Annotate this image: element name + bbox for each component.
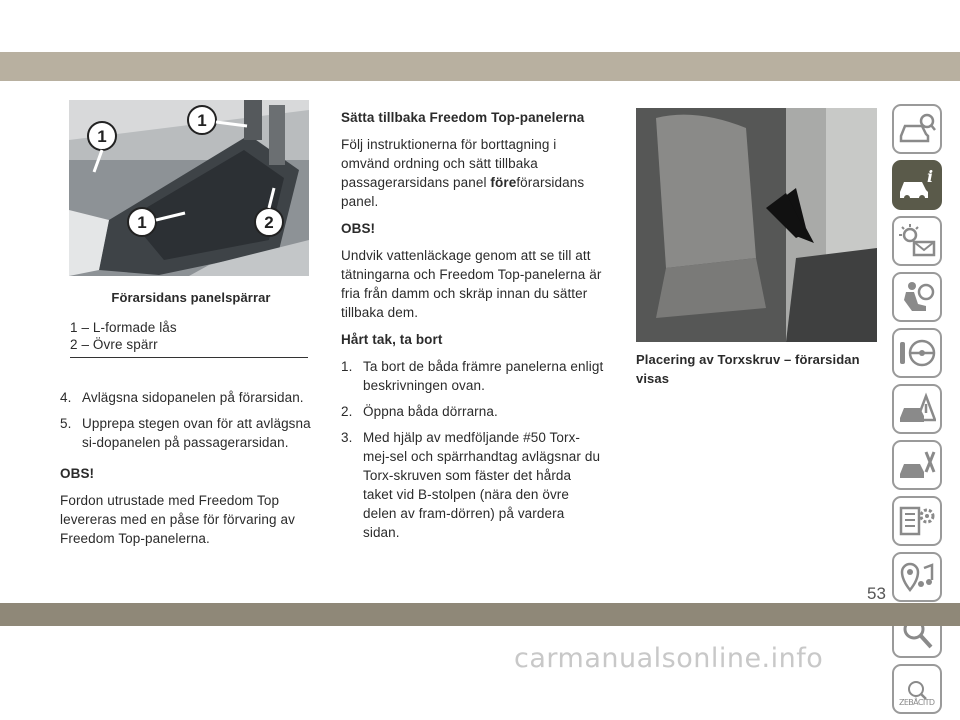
- warning-lights-icon: [898, 224, 936, 258]
- step-item: 3. Med hjälp av medföljande #50 Torx-mej-sel och spärrhandtag avlägsnar du Torx-skruven som fäster det hårda taket vid B-stolpen (nära den övre delen av fram-dörren) på vardera sidan.: [341, 430, 601, 540]
- steering-wheel-icon: [898, 336, 936, 370]
- svg-text:Z E B Å C I T D: Z E B Å C I T D: [899, 698, 935, 706]
- tab-car-crash[interactable]: [892, 384, 942, 434]
- step-item: 5. Upprepa stegen ovan för att avlägsna si-dopanelen på passagerarsidan.: [60, 416, 311, 450]
- callout-2: [255, 208, 283, 236]
- callout-1b: [188, 106, 216, 134]
- tab-airbag-seat[interactable]: [892, 272, 942, 322]
- section-heading-hardtop: Hårt tak, ta bort: [341, 332, 443, 347]
- figure2-caption: Placering av Torxskruv – förarsidan visas: [636, 352, 860, 386]
- tab-warning-lights[interactable]: [892, 216, 942, 266]
- specs-gear-icon: [898, 504, 936, 538]
- tab-navigation-music[interactable]: [892, 552, 942, 602]
- obs-text: Undvik vattenläckage genom att se till att tätningarna och Freedom Top-panelerna är fria från damm och skräp innan du sätter tillbaka dem.: [341, 248, 602, 320]
- car-crash-icon: [898, 392, 936, 426]
- column-middle: [341, 108, 604, 554]
- tab-steering-wheel[interactable]: [892, 328, 942, 378]
- navigation-music-icon: [898, 560, 936, 594]
- figure1-caption: Förarsidans panelspärrar: [111, 290, 271, 305]
- column-left: [60, 100, 322, 556]
- section-heading: Sätta tillbaka Freedom Top-panelerna: [341, 110, 585, 125]
- svg-text:1: 1: [97, 127, 107, 146]
- steps-list-middle: [341, 357, 604, 542]
- footer-band: [0, 603, 960, 626]
- car-service-icon: [898, 448, 936, 482]
- column-right: [636, 108, 880, 400]
- callout-1c: [128, 208, 156, 236]
- legend-item: 2 – Övre spärr: [70, 337, 158, 352]
- figure1-legend: [70, 319, 308, 358]
- obs-label: OBS!: [60, 466, 95, 481]
- watermark: carmanualsonline.info: [514, 643, 824, 674]
- svg-text:2: 2: [264, 213, 274, 232]
- airbag-seat-icon: [898, 280, 936, 314]
- obs-label: OBS!: [341, 221, 376, 236]
- tab-index[interactable]: [892, 664, 942, 714]
- chapter-sidebar: [892, 104, 945, 720]
- car-info-icon: [898, 168, 936, 202]
- svg-text:1: 1: [137, 213, 147, 232]
- tab-car-service[interactable]: [892, 440, 942, 490]
- legend-item: 1 – L-formade lås: [70, 320, 177, 335]
- step-item: 4. Avlägsna sidopanelen på förarsidan.: [60, 390, 304, 405]
- step-item: 2. Öppna båda dörrarna.: [341, 404, 498, 419]
- alphabet-index-icon: [898, 672, 936, 706]
- figure-roof-panel-latches: [69, 100, 309, 276]
- obs-text: Fordon utrustade med Freedom Top levereras med en påse för förvaring av Freedom Top-panelerna.: [60, 493, 295, 546]
- figure-torx-screw-location: [636, 108, 877, 342]
- tab-car-info[interactable]: [892, 160, 942, 210]
- page-number: 53: [867, 584, 886, 603]
- svg-text:1: 1: [197, 111, 207, 130]
- car-search-icon: [898, 112, 936, 146]
- tab-car-search[interactable]: [892, 104, 942, 154]
- svg-text:i: i: [926, 168, 934, 186]
- callout-1a: [88, 122, 116, 150]
- step-item: 1. Ta bort de båda främre panelerna enligt beskrivningen ovan.: [341, 359, 604, 393]
- reinstall-paragraph: Följ instruktionerna för borttagning i omvänd ordning och sätt tillbaka passagerarsidans panel föreförarsidans panel.: [341, 137, 585, 209]
- tab-specs[interactable]: [892, 496, 942, 546]
- header-band: [0, 52, 960, 81]
- steps-list-left: [60, 388, 322, 452]
